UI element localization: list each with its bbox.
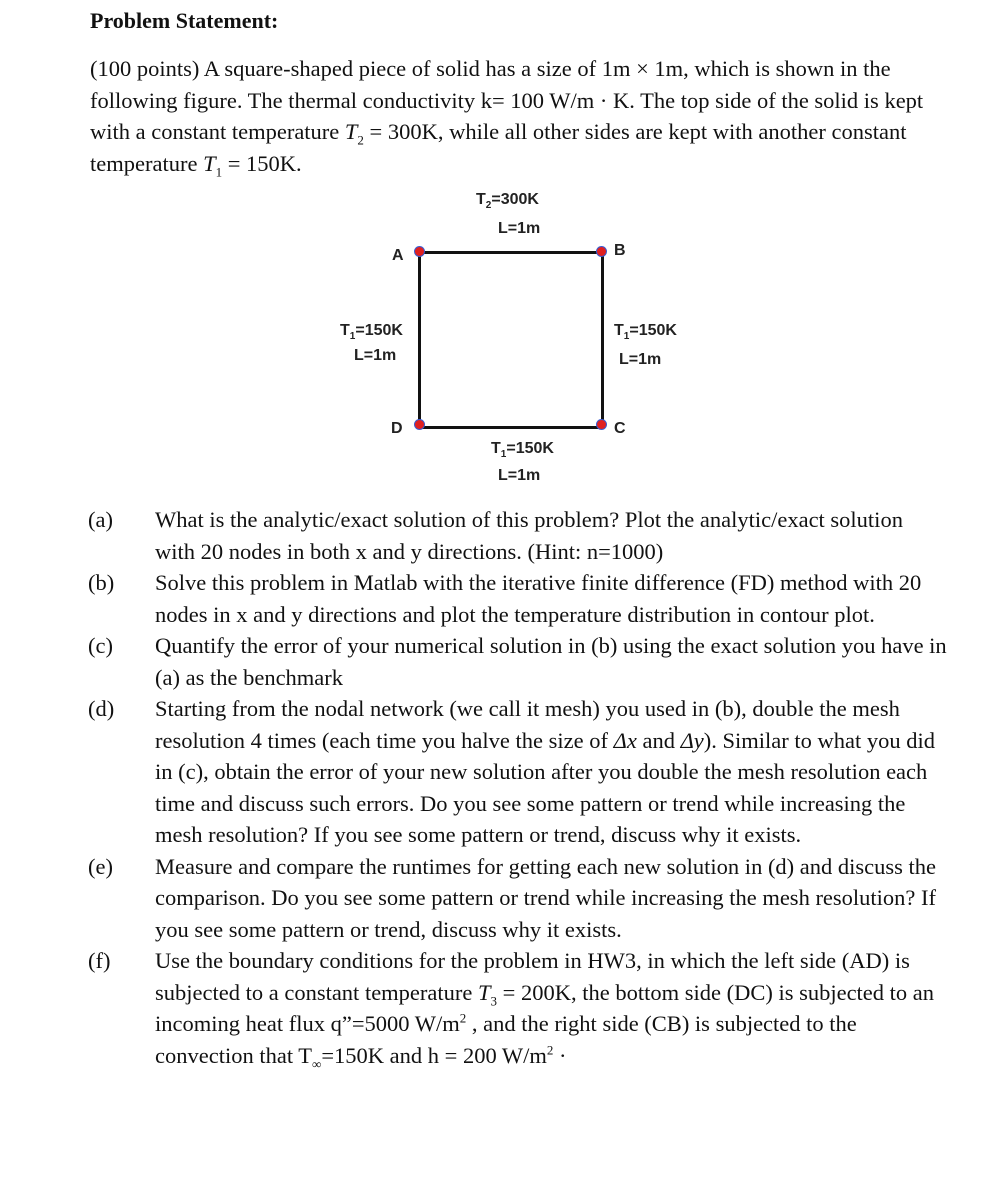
t2-subscript: 2: [357, 132, 364, 148]
problem-intro: [90, 53, 950, 179]
question-list: [88, 504, 948, 1071]
question-e-label: (e): [88, 853, 113, 879]
intro-text-2: , while all other sides are kept with another constant temperature: [90, 119, 907, 176]
question-b: [88, 567, 948, 630]
bottom-length-label: L=1m: [498, 467, 541, 484]
t1-subscript: 1: [215, 164, 223, 179]
question-e: [88, 851, 948, 946]
corner-d-label: D: [391, 420, 403, 437]
right-temp-label: $T_1=150K$: [614, 322, 677, 343]
solid-square: [418, 251, 604, 429]
corner-a-label: A: [392, 247, 404, 264]
page-title: Problem Statement:: [90, 8, 279, 33]
question-d-label: (d): [88, 696, 115, 721]
t1-value: = 150K: [222, 150, 297, 176]
intro-text-end: .: [296, 150, 302, 176]
question-e-text: Measure and compare the runtimes for getting each new solution in (d) and discuss the comparison. Do you see some pattern or trend while increasing the mesh resolution? If you see some pattern or trend, discuss why it exists.: [155, 853, 937, 942]
top-temp-label: $T_2=300K$: [476, 191, 539, 212]
t1-symbol: T: [203, 150, 216, 176]
corner-b-label: B: [614, 242, 626, 259]
question-a-text: What is the analytic/exact solution of this problem? Plot the analytic/exact solution with 20 nodes in both x and y directions. (Hint: n=1000): [155, 507, 903, 564]
question-f: [88, 945, 948, 1071]
t2-symbol: T: [344, 119, 358, 144]
question-f-label: (f): [88, 948, 111, 973]
corner-c-dot: [597, 420, 606, 429]
corner-a-dot: [415, 247, 424, 256]
bottom-temp-label: $T_1=150K$: [491, 440, 554, 461]
question-f-text: Use the boundary conditions for the problem in HW3, in which the left side (AD) is subjected to a constant temperature $T_3 = 200K$, the bottom side (DC) is subjected to an incoming heat flux q”=5000 $W/m^2$ , and the right side (CB) is subjected to the convection that $T_\infty=150K$ and h = 200 $W/m^2$ ·: [155, 948, 935, 1071]
t2-value: = 300K: [363, 119, 438, 144]
left-length-label: L=1m: [354, 347, 397, 364]
question-c-text: Quantify the error of your numerical solution in (b) using the exact solution you have in (a) as the benchmark: [155, 633, 947, 690]
question-d-text: Starting from the nodal network (we call it mesh) you used in (b), double the mesh resolution 4 times (each time you halve the size of Δx and Δy). Similar to what you did in (c), obtain the error of your new solution after you double the mesh resolution each time and discuss such errors. Do you see some pattern or trend while increasing the mesh resolution? If you see some pattern or trend, discuss why it exists.: [155, 696, 936, 847]
question-c-label: (c): [88, 633, 113, 658]
question-a-label: (a): [88, 507, 113, 532]
top-length-label: L=1m: [498, 220, 541, 237]
left-temp-label: $T_1=150K$: [340, 322, 403, 343]
corner-d-dot: [415, 420, 424, 429]
question-d: [88, 693, 948, 851]
question-b-label: (b): [88, 570, 115, 595]
question-b-text: Solve this problem in Matlab with the iterative finite difference (FD) method with 20 nodes in x and y directions and plot the temperature distribution in contour plot.: [155, 570, 922, 627]
corner-c-label: C: [614, 420, 626, 437]
question-a: [88, 504, 948, 567]
right-length-label: L=1m: [619, 351, 662, 368]
corner-b-dot: [597, 247, 606, 256]
question-c: [88, 630, 948, 693]
intro-text-1: (100 points) A square-shaped piece of solid has a size of 1m × 1m, which is shown in the following figure. The thermal conductivity k= 100 W/m · K. The top side of the solid is kept with a constant temperature: [90, 56, 924, 144]
